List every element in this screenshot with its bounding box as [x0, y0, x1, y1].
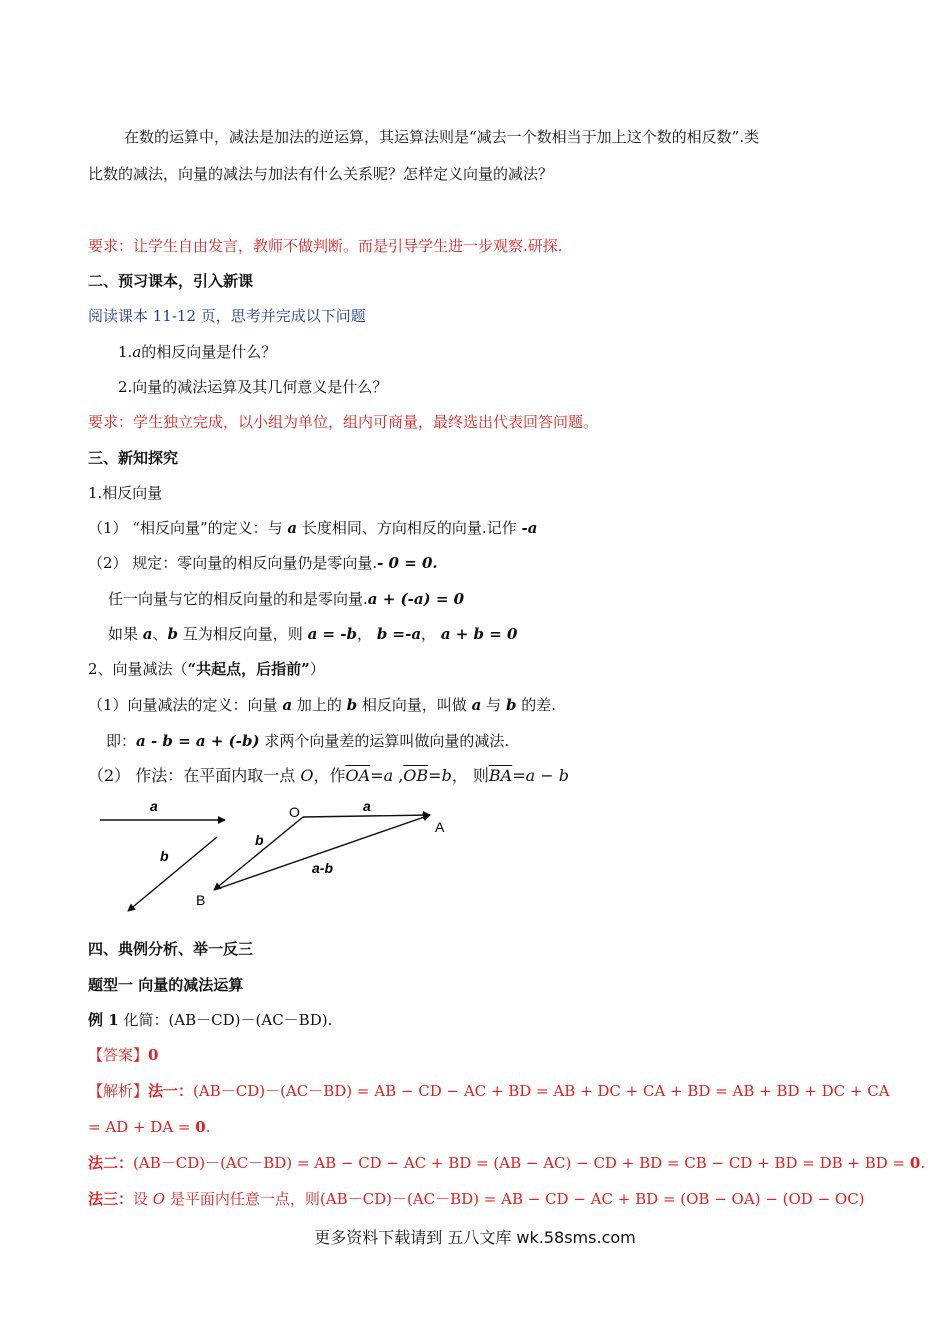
vector-a: a: [132, 343, 142, 361]
vector-ob-arrow: [214, 817, 303, 890]
answer-value: 0: [148, 1046, 159, 1064]
answer: [88, 1045, 158, 1065]
rule-sum-zero: [108, 589, 464, 609]
vector-a-label: a: [150, 798, 158, 814]
text: =: [370, 766, 384, 785]
method-label: 法一：: [148, 1082, 194, 1100]
solution-method-1: [88, 1081, 890, 1101]
question-1-number: 1.: [118, 343, 133, 361]
method-label: 法三：: [88, 1190, 134, 1208]
point-o-label: O: [289, 804, 300, 820]
text: 相反向量，叫做: [357, 696, 472, 714]
zero-vector: 0: [909, 1154, 921, 1172]
solution-label: 【解析】: [88, 1082, 149, 1100]
example-1: [88, 1010, 332, 1030]
text: 与: [481, 696, 506, 714]
text: 任一向量与它的相反向量的和是零向量.: [108, 590, 368, 608]
formula: a + (-a) = 0: [367, 590, 465, 608]
text: =: [428, 766, 442, 785]
method-label: 法二：: [88, 1154, 134, 1172]
formula: - 0 = 0.: [377, 554, 438, 572]
text: 、: [152, 625, 168, 643]
vector-ba-label: a-b: [312, 860, 333, 876]
reading-assignment: 阅读课本 11-12 页，思考并完成以下问题: [88, 307, 366, 325]
text: ,: [393, 766, 404, 785]
text: ，作: [313, 766, 346, 785]
formula: (AB－CD)－(AC－BD) = AB − CD − AC + BD = (AB − AC) − CD + BD = CB − CD + BD = DB + BD =: [133, 1154, 910, 1172]
formula: (AB－CD)－(AC－BD) = AB − CD − AC + BD = (OB − OA) − (OD − OC): [319, 1190, 865, 1208]
vector-b: b: [167, 625, 179, 643]
text: 加上的: [292, 696, 347, 714]
section-4-heading: 四、典例分析、举一反三: [88, 940, 254, 958]
formula: (AB－CD)－(AC－BD) = AB − CD − AC + BD = AB + DC + CA + BD = AB + BD + DC + CA: [193, 1082, 890, 1100]
subtraction-formula: [106, 731, 509, 751]
text: 是平面内任意一点，则: [165, 1190, 320, 1208]
answer-label: 【答案】: [88, 1046, 149, 1064]
formula: a = -b: [307, 625, 358, 643]
requirement-1: 要求：让学生自由发言，教师不做判断。而是引导学生进一步观察.研探.: [88, 237, 563, 255]
vector-a: a: [383, 766, 394, 785]
text: （2） 规定：零向量的相反向量仍是零向量.: [88, 554, 378, 572]
vector-oa-arrow: [303, 815, 430, 817]
question-1-text: 的相反向量是什么？: [141, 343, 277, 361]
vector-oa-label: a: [363, 798, 371, 814]
vector-neg-a: -a: [521, 519, 538, 537]
requirement-2: 要求：学生独立完成，以小组为单位，组内可商量，最终选出代表回答问题。: [88, 413, 599, 431]
text: 求两个向量差的运算叫做向量的减法.: [259, 732, 510, 750]
formula: = AD + DA =: [88, 1118, 196, 1136]
text: 即：: [106, 732, 137, 750]
text: ）: [309, 660, 325, 678]
formula: a − b: [525, 766, 569, 785]
vector-ob-label: b: [255, 832, 264, 848]
vector-ob: $\overline{OB}$: [403, 766, 429, 785]
text: 互为相反向量，则: [178, 625, 308, 643]
section-2-heading: 二、预习课本，引入新课: [88, 272, 254, 290]
text: =: [512, 766, 526, 785]
example-text: 化简：(AB－CD)－(AC－BD).: [118, 1011, 333, 1029]
vector-oa: $\overline{OA}$: [345, 766, 371, 785]
formula: a + b = 0: [440, 625, 518, 643]
vector-ba: $\overline{BA}$: [488, 766, 513, 785]
text: （1）向量减法的定义：向量: [88, 696, 283, 714]
text: ，: [421, 625, 441, 643]
section-3-heading: 三、新知探究: [88, 449, 179, 467]
footer-link[interactable]: 更多资料下载请到 五八文库 wk.58sms.com: [314, 1228, 636, 1247]
intro-line-1: 在数的运算中，减法是加法的逆运算，其运算法则是“减去一个数相当于加上这个数的相反数”.类: [124, 128, 760, 146]
rule-zero-vector: [88, 553, 438, 573]
text: .: [205, 1118, 211, 1136]
text: ， 则: [451, 766, 489, 785]
formula: b =-a: [376, 625, 422, 643]
text: ，: [357, 625, 377, 643]
vector-b: b: [346, 696, 358, 714]
construction-method: [88, 766, 569, 786]
vector-b: b: [505, 696, 517, 714]
question-2: 2.向量的减法运算及其几何意义是什么？: [118, 378, 388, 396]
solution-method-2: [88, 1153, 925, 1173]
text: .: [920, 1154, 926, 1172]
vector-a: a: [471, 696, 482, 714]
vector-b: b: [441, 766, 452, 785]
point-a-label: A: [435, 819, 445, 835]
point-o: O: [152, 1190, 166, 1208]
example-label: 例 1: [88, 1011, 119, 1029]
definition-opposite-vector: [88, 518, 537, 538]
solution-method-1-cont: [88, 1117, 210, 1137]
vector-b-label: b: [160, 848, 169, 864]
text: （2） 作法：在平面内取一点: [88, 766, 301, 785]
text: 设: [133, 1190, 153, 1208]
subsection-vector-subtraction: [88, 659, 325, 679]
intro-line-2: 比数的减法，向量的减法与加法有什么关系呢？怎样定义向量的减法？: [88, 165, 554, 183]
point-b-label: B: [196, 892, 206, 908]
question-1: [118, 342, 276, 362]
formula: a - b = a + (-b): [136, 732, 260, 750]
zero-vector: 0: [195, 1118, 206, 1136]
definition-subtraction: [88, 695, 556, 715]
text: 的差.: [516, 696, 556, 714]
mnemonic: “共起点，后指前”: [187, 660, 310, 678]
text: 长度相同、方向相反的向量.记作: [297, 519, 522, 537]
rule-mutual-opposite: [108, 624, 518, 644]
subsection-opposite-vector: 1.相反向量: [88, 484, 163, 502]
vector-a: a: [142, 625, 153, 643]
vector-ba-arrow: [214, 815, 430, 890]
vector-a: a: [287, 519, 298, 537]
text: 如果: [108, 625, 143, 643]
text: （1） “相反向量”的定义：与: [88, 519, 288, 537]
text: 2、向量减法（: [88, 660, 188, 678]
point-o: O: [300, 766, 314, 785]
problem-type-1: 题型一 向量的减法运算: [88, 976, 244, 994]
vector-a: a: [282, 696, 293, 714]
solution-method-3: [88, 1189, 865, 1209]
vector-subtraction-figure: [90, 795, 460, 920]
